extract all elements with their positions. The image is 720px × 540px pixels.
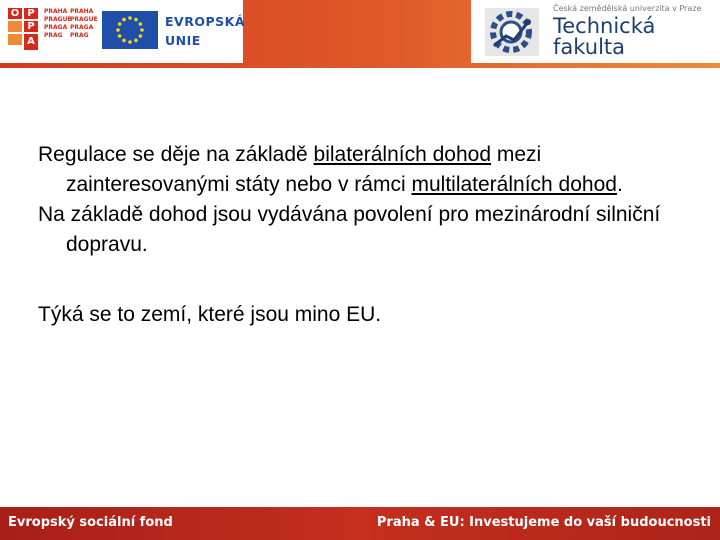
oppa-text-col1: PRAHA PRAGUE PRAGA PRAG <box>44 8 72 39</box>
text-segment: mezi zainteresovanými státy nebo v rámci <box>66 143 542 196</box>
university-name: Česká zemědělská univerzita v Praze <box>553 4 702 13</box>
slide-body <box>38 140 688 330</box>
oppa-text-col2: PRAHA PRAGUE PRAGA PRAG <box>70 8 98 39</box>
header-band <box>0 0 720 68</box>
oppa-letter-p: P <box>24 8 38 19</box>
oppa-letter-o: O <box>8 8 22 19</box>
oppa-logo <box>8 8 98 52</box>
link-multilateral-agreements[interactable]: multilaterálních dohod <box>411 173 617 196</box>
paragraph-regulation <box>38 140 688 200</box>
tf-gear-logo-icon <box>484 6 540 58</box>
eu-label-line2: UNIE <box>165 33 201 48</box>
oppa-block <box>8 21 22 32</box>
paragraph-countries: Týká se to zemí, které jsou mino EU. <box>38 303 382 326</box>
eu-label-line1: EVROPSKÁ <box>165 14 245 29</box>
text-segment: Regulace se děje na základě <box>38 143 314 166</box>
spacer <box>38 260 688 300</box>
footer-fund-label: Evropský sociální fond <box>8 515 173 530</box>
link-bilateral-agreements[interactable]: bilaterálních dohod <box>313 143 491 166</box>
text-segment: . <box>616 173 623 196</box>
footer-band <box>0 507 720 540</box>
faculty-name-line1: Technická <box>553 14 656 38</box>
oppa-block <box>8 34 22 45</box>
faculty-name-line2: fakulta <box>553 35 626 59</box>
eu-flag-icon <box>102 11 158 49</box>
oppa-letter-p2: P <box>24 21 38 32</box>
paragraph-permits: Na základě dohod jsou vydávána povolení pro mezinárodní silniční dopravu. <box>38 203 661 256</box>
oppa-letter-a: A <box>24 34 38 50</box>
footer-slogan: Praha & EU: Investujeme do vaší budoucnosti <box>376 515 711 530</box>
